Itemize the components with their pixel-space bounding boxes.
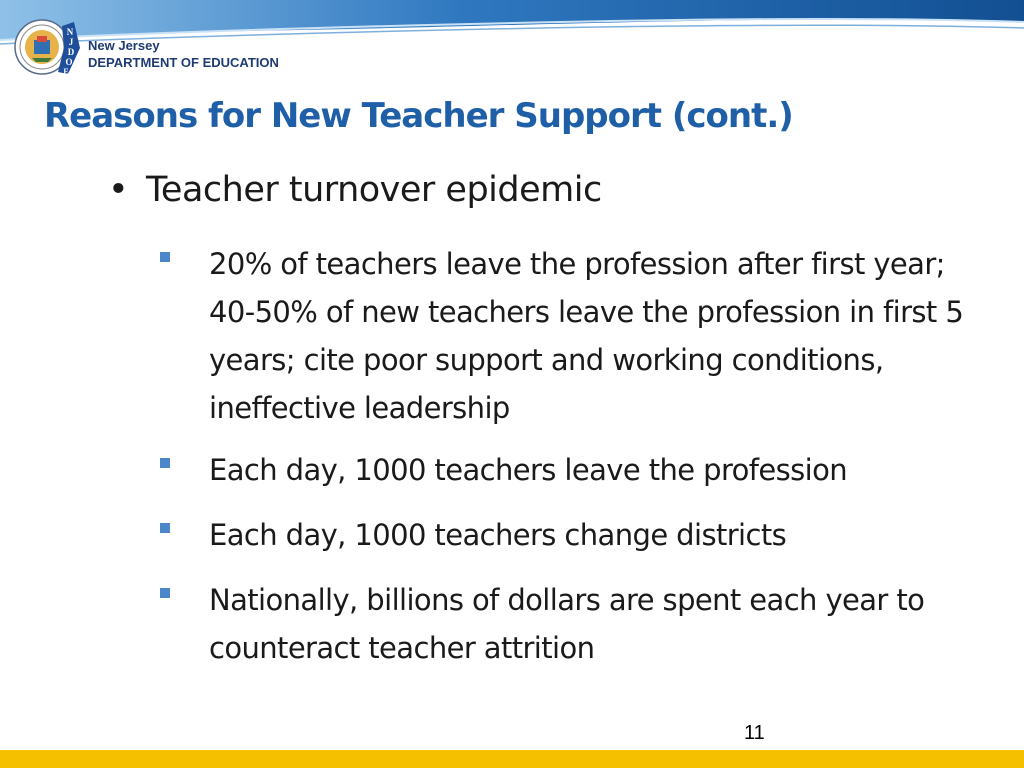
- svg-text:E: E: [63, 67, 69, 76]
- svg-text:D: D: [67, 47, 75, 57]
- bullet-dot: •: [108, 170, 129, 210]
- main-bullet: [108, 170, 602, 210]
- org-state: New Jersey: [88, 38, 160, 53]
- slide-title: Reasons for New Teacher Support (cont.): [44, 96, 793, 136]
- main-bullet-text: Teacher turnover epidemic: [146, 170, 602, 210]
- org-department: DEPARTMENT OF EDUCATION: [88, 55, 279, 70]
- sub-bullet-text: Nationally, billions of dollars are spent each year to counteract teacher attrition: [209, 583, 925, 665]
- sub-bullet-text: Each day, 1000 teachers change districts: [209, 518, 787, 552]
- square-bullet-icon: [160, 588, 170, 598]
- organization-name: [88, 37, 279, 71]
- svg-text:J: J: [68, 37, 74, 47]
- nj-doe-seal-logo: [14, 14, 84, 78]
- svg-text:N: N: [66, 27, 74, 37]
- svg-text:O: O: [65, 57, 73, 67]
- footer-bar: [0, 750, 1024, 768]
- square-bullet-icon: [160, 523, 170, 533]
- sub-bullet-text: Each day, 1000 teachers leave the profession: [209, 453, 848, 487]
- square-bullet-icon: [160, 458, 170, 468]
- page-number: 11: [744, 722, 765, 744]
- sub-bullet-text: 20% of teachers leave the profession after first year; 40-50% of new teachers leave the profession in first 5 years; cite poor support and working conditions, ineffective leadership: [209, 247, 964, 425]
- square-bullet-icon: [160, 252, 170, 262]
